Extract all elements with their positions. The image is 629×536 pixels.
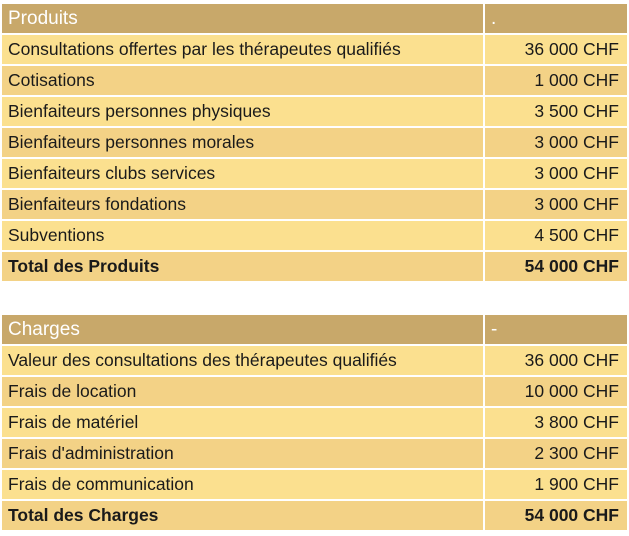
charges-total-row bbox=[2, 501, 627, 532]
row-label: Subventions bbox=[2, 221, 485, 252]
table-row bbox=[2, 439, 627, 470]
table-row bbox=[2, 221, 627, 252]
row-label: Bienfaiteurs clubs services bbox=[2, 159, 485, 190]
produits-total-amount: 54 000 CHF bbox=[485, 252, 627, 283]
row-label: Bienfaiteurs personnes morales bbox=[2, 128, 485, 159]
table-row bbox=[2, 377, 627, 408]
charges-header-row bbox=[2, 315, 627, 346]
row-amount: 1 900 CHF bbox=[485, 470, 627, 501]
table-row bbox=[2, 190, 627, 221]
row-amount: 3 500 CHF bbox=[485, 97, 627, 128]
produits-header-label: Produits bbox=[2, 4, 485, 35]
row-label: Bienfaiteurs personnes physiques bbox=[2, 97, 485, 128]
row-amount: 36 000 CHF bbox=[485, 35, 627, 66]
row-label: Frais de communication bbox=[2, 470, 485, 501]
charges-header-label: Charges bbox=[2, 315, 485, 346]
produits-header-row bbox=[2, 4, 627, 35]
row-amount: 3 000 CHF bbox=[485, 159, 627, 190]
table-row bbox=[2, 346, 627, 377]
table-row bbox=[2, 128, 627, 159]
table-row bbox=[2, 35, 627, 66]
row-amount: 2 300 CHF bbox=[485, 439, 627, 470]
row-label: Consultations offertes par les thérapeutes qualifiés bbox=[2, 35, 485, 66]
row-amount: 3 000 CHF bbox=[485, 128, 627, 159]
produits-header-value: . bbox=[485, 4, 627, 35]
charges-total-amount: 54 000 CHF bbox=[485, 501, 627, 532]
row-label: Cotisations bbox=[2, 66, 485, 97]
row-amount: 3 800 CHF bbox=[485, 408, 627, 439]
row-label: Frais de matériel bbox=[2, 408, 485, 439]
row-amount: 36 000 CHF bbox=[485, 346, 627, 377]
charges-header-value: - bbox=[485, 315, 627, 346]
charges-total-label: Total des Charges bbox=[2, 501, 485, 532]
produits-total-label: Total des Produits bbox=[2, 252, 485, 283]
row-amount: 10 000 CHF bbox=[485, 377, 627, 408]
row-label: Frais de location bbox=[2, 377, 485, 408]
row-amount: 4 500 CHF bbox=[485, 221, 627, 252]
row-label: Frais d'administration bbox=[2, 439, 485, 470]
produits-total-row bbox=[2, 252, 627, 283]
table-row bbox=[2, 159, 627, 190]
row-amount: 1 000 CHF bbox=[485, 66, 627, 97]
row-amount: 3 000 CHF bbox=[485, 190, 627, 221]
charges-table bbox=[2, 315, 627, 532]
table-row bbox=[2, 470, 627, 501]
table-row bbox=[2, 408, 627, 439]
produits-table bbox=[2, 4, 627, 283]
row-label: Valeur des consultations des thérapeutes qualifiés bbox=[2, 346, 485, 377]
row-label: Bienfaiteurs fondations bbox=[2, 190, 485, 221]
table-row bbox=[2, 66, 627, 97]
table-row bbox=[2, 97, 627, 128]
